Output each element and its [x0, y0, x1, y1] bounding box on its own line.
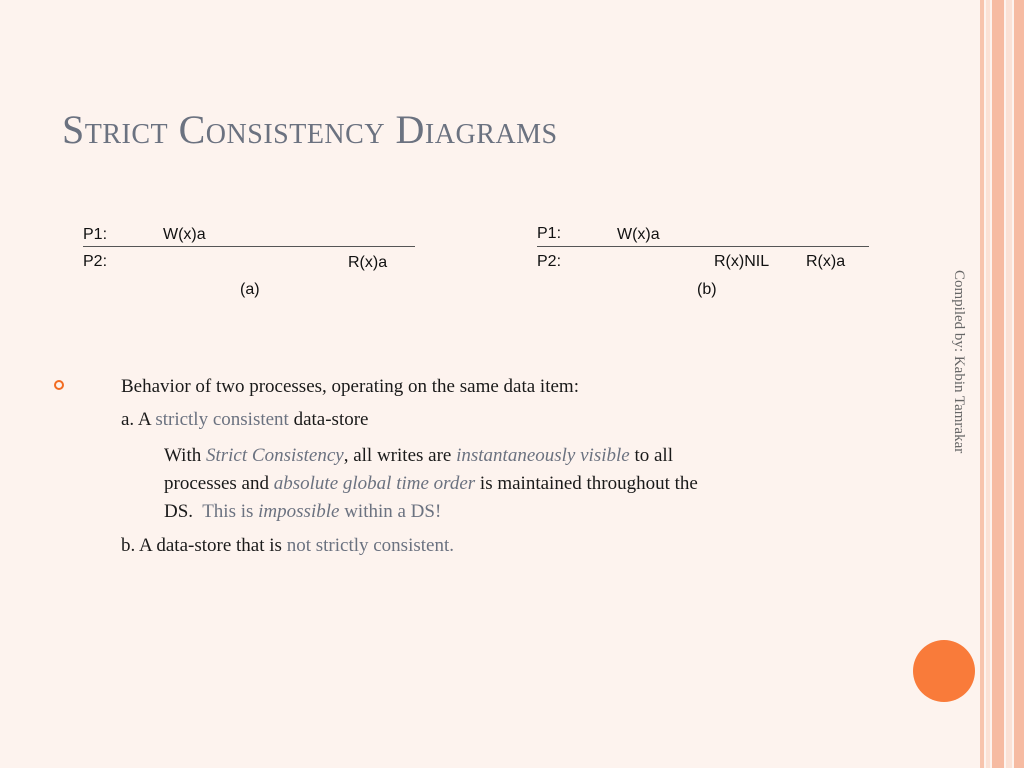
- diagram-a-separator: [83, 246, 415, 247]
- diagram-b-p2-read-a: R(x)a: [806, 253, 846, 270]
- global-time-term: absolute global time order: [273, 473, 476, 494]
- explanation-line-2: [164, 470, 698, 498]
- decorative-stripes: [980, 0, 1024, 768]
- behavior-text: Behavior of two processes, operating on the same data item:: [121, 376, 579, 397]
- diagram-b-p2-label: P2:: [537, 253, 562, 270]
- diagram-b-p1-write: W(x)a: [617, 226, 660, 243]
- maintained-text: is maintained throughout the: [475, 473, 698, 494]
- within-ds-text: within a DS!: [339, 501, 442, 522]
- diagram-a-p1-write: W(x)a: [163, 226, 206, 243]
- impossible-term: impossible: [258, 501, 340, 522]
- writes-text: , all writes are: [343, 445, 457, 466]
- item-b: [121, 532, 454, 560]
- item-a-prefix: a. A: [121, 409, 156, 430]
- diagram-a-p1-label: P1:: [83, 226, 108, 243]
- author-credit: Compiled by: Kabin Tamrakar: [951, 270, 967, 454]
- diagram-b-p2-read-nil: R(x)NIL: [714, 253, 770, 270]
- item-b-prefix: b. A data-store that is: [121, 535, 287, 556]
- instant-visible-term: instantaneously visible: [456, 445, 630, 466]
- decorative-circle: [913, 640, 975, 702]
- ds-text: DS.: [164, 501, 203, 522]
- diagram-a-p2-label: P2:: [83, 253, 108, 270]
- with-text: With: [164, 445, 206, 466]
- diagram-b-p1-label: P1:: [537, 225, 562, 242]
- bullet-icon: [54, 380, 64, 390]
- diagram-a-p2-read: R(x)a: [348, 254, 388, 271]
- item-a-highlight: strictly consistent: [155, 409, 289, 430]
- this-is-text: This is: [202, 501, 259, 522]
- item-a-suffix: data-store: [288, 409, 369, 430]
- diagram-b-caption: (b): [697, 281, 717, 298]
- diagram-a-caption: (a): [240, 281, 260, 298]
- body-line-1: [121, 373, 579, 401]
- explanation-line-3: [164, 498, 441, 526]
- slide-title: Strict Consistency Diagrams: [62, 107, 558, 152]
- strict-consistency-term: Strict Consistency: [205, 445, 344, 466]
- processes-text: processes and: [164, 473, 274, 494]
- diagram-b-separator: [537, 246, 869, 247]
- item-b-highlight: not strictly consistent.: [286, 535, 454, 556]
- explanation-line-1: [164, 442, 673, 470]
- to-all-text: to all: [629, 445, 673, 466]
- item-a: [121, 406, 368, 434]
